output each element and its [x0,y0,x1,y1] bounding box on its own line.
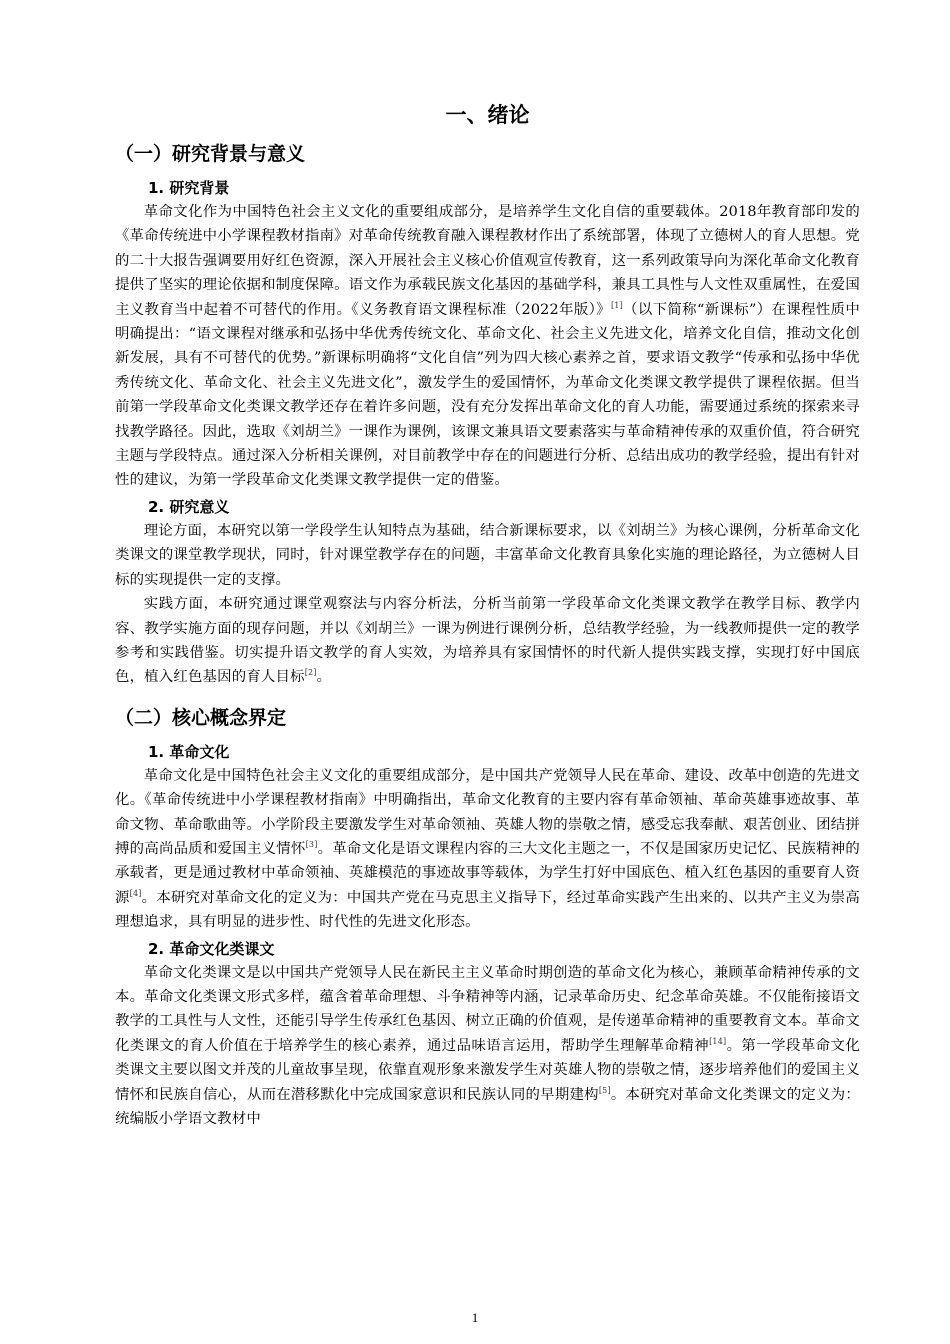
body-paragraph [115,519,860,592]
subsection-heading: 1. 研究背景 [148,179,230,197]
body-paragraph [115,592,860,690]
paragraph-text: 。革命文化是语文课程内容的三大文化主题之一，不仅是国家历史记忆、民族精神的承载者，更是通过教材中革命领袖、英雄模范的事迹故事等载体，为学生打好中国底色、植入红色基因的重要育人资源 [115,840,860,906]
paragraph-text: 。本研究对革命文化的定义为：中国共产党在马克思主义指导下，经过革命实践产生出来的、以共产主义为崇高理想追求，具有明显的进步性、时代性的先进文化形态。 [115,889,860,931]
body-paragraph [115,200,860,493]
citation-ref: [4] [129,888,142,898]
document-body [115,140,860,1131]
citation-ref: [14] [709,1036,727,1046]
subsection-heading: 2. 研究意义 [148,497,230,516]
subsection-heading: 2. 革命文化类课文 [148,939,275,958]
body-paragraph [115,961,860,1132]
paragraph-text: 革命文化类课文是以中国共产党领导人民在新民主主义革命时期创造的革命文化为核心，兼顾革命精神传承的文本。革命文化类课文形式多样，蕴含着革命理想、斗争精神等内涵，记录革命历史、纪念革命英雄。不仅能衔接语文教学的工具性与人文性，还能引导学生传承红色基因、树立正确的价值观，是传递革命精神的重要教育文本。革命文化类课文的育人价值在于培养学生的核心素养，通过品味语言运用，帮助学生理解革命精神 [115,964,860,1054]
paragraph-text: 。第一学段革命文化类课文主要以图文并茂的儿童故事呈现，依靠直观形象来激发学生对英雄人物的崇敬之情，逐步培养他们的爱国主义情怀和民族自信心，从而在潜移默化中完成国家意识和民族认同的早期建构 [115,1037,860,1103]
paragraph-text: 革命文化是中国特色社会主义文化的重要组成部分，是中国共产党领导人民在革命、建设、改革中创造的先进文化。《革命传统进中小学课程教材指南》中明确指出，革命文化教育的主要内容有革命领袖、革命英雄事迹故事、革命文物、革命歌曲等。小学阶段主要激发学生对革命领袖、英雄人物的崇敬之情，感受忘我奉献、艰苦创业、团结拼搏的高尚品质和爱国主义情怀 [115,767,860,857]
body-paragraph [115,764,860,935]
section-heading: （一）研究背景与意义 [115,143,306,165]
page-number: 1 [471,1310,479,1325]
citation-ref: [3] [305,840,318,850]
section [115,140,860,690]
paragraph-text: （以下简称“新课标”）在课程性质中明确提出：“语文课程对继承和弘扬中华优秀传统文化、革命文化、社会主义先进文化，培养文化自信，推动文化创新发展，具有不可替代的优势。”新课标明确将“文化自信”列为四大核心素养之首，要求语文教学“传承和弘扬中华优秀传统文化、革命文化、社会主义先进文化”，激发学生的爱国情怀，为革命文化类课文教学提供了课程依据。但当前第一学段革命文化类课文教学还存在着许多问题，没有充分发挥出革命文化的育人功能，需要通过系统的探索来寻找教学路径。因此，选取《刘胡兰》一课作为课例，该课文兼具语文要素落实与革命精神传承的双重价值，符合研究主题与学段特点。通过深入分析相关课例，对目前教学中存在的问题进行分析、总结出成功的教学经验，提出有针对性的建议，为第一学段革命文化类课文教学提供一定的借鉴。 [115,301,860,489]
subsection-heading: 1. 革命文化 [148,742,230,761]
citation-ref: [1] [610,300,623,310]
chapter-title: 一、绪论 [445,103,530,127]
citation-ref: [2] [304,668,317,678]
citation-ref: [5] [598,1085,611,1095]
page-content [115,100,860,1131]
section [115,704,860,1132]
paragraph-text: 。 [316,669,332,686]
paragraph-text: 。本研究对革命文化类课文的定义为：统编版小学语文教材中 [115,1086,861,1127]
paragraph-text: 实践方面，本研究通过课堂观察法与内容分析法，分析当前第一学段革命文化类课文教学在教学目标、教学内容、教学实施方面的现存问题，并以《刘胡兰》一课为例进行课例分析，总结教学经验，为一线教师提供一定的教学参考和实践借鉴。切实提升语文教学的育人实效，为培养具有家国情怀的时代新人提供实践支撑，实现打好中国底色，植入红色基因的育人目标 [115,596,860,686]
section-heading: （二）核心概念界定 [115,706,287,729]
paragraph-text: 理论方面，本研究以第一学段学生认知特点为基础，结合新课标要求，以《刘胡兰》为核心课例，分析革命文化类课文的课堂教学现状，同时，针对课堂教学存在的问题，丰富革命文化教育具象化实施的理论路径，为立德树人目标的实现提供一定的支撑。 [115,522,860,588]
paragraph-text: 革命文化作为中国特色社会主义文化的重要组成部分，是培养学生文化自信的重要载体。2018年教育部印发的《革命传统进中小学课程教材指南》对革命传统教育融入课程教材作出了系统部署，体现了立德树人的育人思想。党的二十大报告强调要用好红色资源，深入开展社会主义核心价值观宣传教育，这一系列政策导向为深化革命文化教育提供了坚实的理论依据和制度保障。语文作为承载民族文化基因的基础学科，兼具工具性与人文性双重属性，在爱国主义教育当中起着不可替代的作用。《义务教育语文课程标准（2022年版）》 [115,204,860,318]
